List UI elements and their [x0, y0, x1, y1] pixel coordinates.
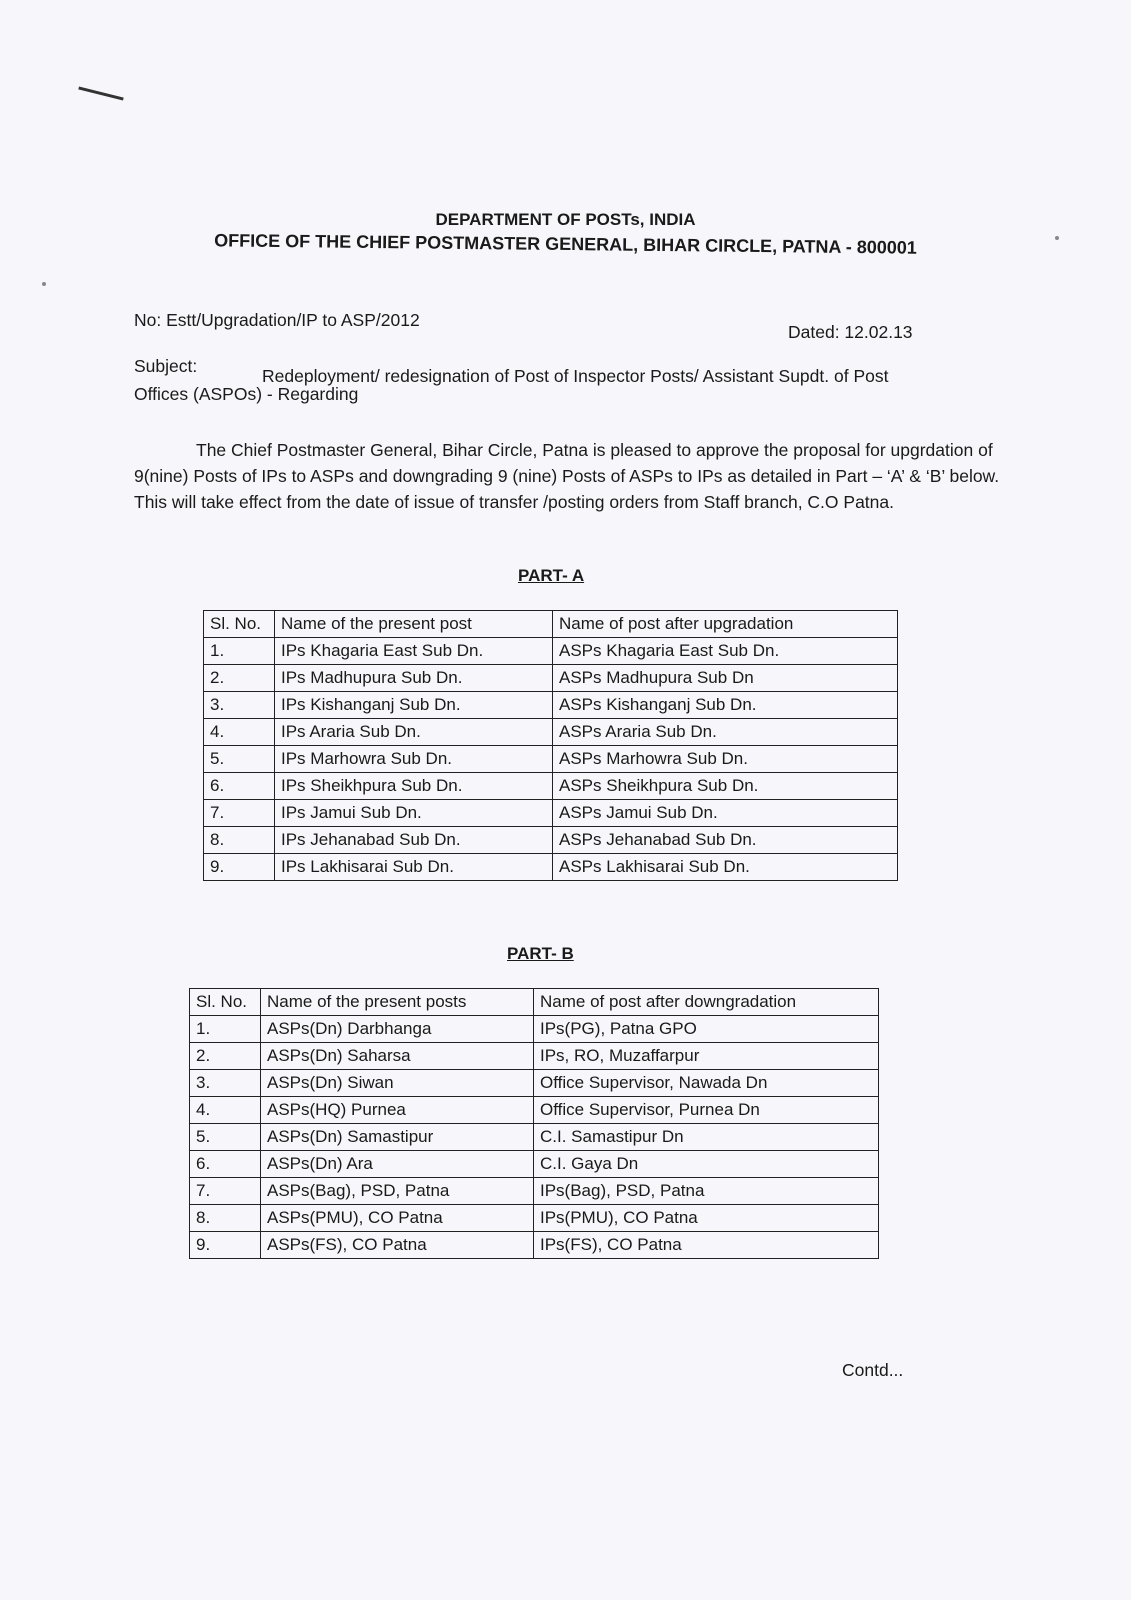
post-after: IPs, RO, Muzaffarpur [534, 1043, 879, 1070]
sl-no: 1. [190, 1016, 261, 1043]
post-after: ASPs Lakhisarai Sub Dn. [553, 854, 898, 881]
sl-no: 9. [204, 854, 275, 881]
post-after: IPs(FS), CO Patna [534, 1232, 879, 1259]
table-header-row [204, 611, 898, 638]
post-after: ASPs Jehanabad Sub Dn. [553, 827, 898, 854]
scan-mark [78, 86, 123, 100]
table-row [190, 1178, 879, 1205]
post-after: ASPs Jamui Sub Dn. [553, 800, 898, 827]
header-post-after-upgradation: Name of post after upgradation [553, 611, 898, 638]
sl-no: 7. [204, 800, 275, 827]
present-post: ASPs(Dn) Ara [261, 1151, 534, 1178]
present-post: IPs Khagaria East Sub Dn. [275, 638, 553, 665]
reference-number: No: Estt/Upgradation/IP to ASP/2012 [134, 310, 420, 330]
present-post: ASPs(Bag), PSD, Patna [261, 1178, 534, 1205]
header-sl-no: Sl. No. [190, 989, 261, 1016]
table-row [190, 1016, 879, 1043]
post-after: C.I. Gaya Dn [534, 1151, 879, 1178]
sl-no: 2. [190, 1043, 261, 1070]
sl-no: 1. [204, 638, 275, 665]
office-heading: OFFICE OF THE CHIEF POSTMASTER GENERAL, BIHAR CIRCLE, PATNA - 800001 [214, 230, 917, 258]
header-post-after-downgradation: Name of post after downgradation [534, 989, 879, 1016]
post-after: IPs(PG), Patna GPO [534, 1016, 879, 1043]
present-post: ASPs(Dn) Saharsa [261, 1043, 534, 1070]
sl-no: 8. [190, 1205, 261, 1232]
present-post: IPs Jehanabad Sub Dn. [275, 827, 553, 854]
sl-no: 9. [190, 1232, 261, 1259]
present-post: ASPs(FS), CO Patna [261, 1232, 534, 1259]
post-after: ASPs Madhupura Sub Dn [553, 665, 898, 692]
present-post: ASPs(PMU), CO Patna [261, 1205, 534, 1232]
present-post: ASPs(Dn) Siwan [261, 1070, 534, 1097]
table-row [204, 746, 898, 773]
header-present-posts: Name of the present posts [261, 989, 534, 1016]
sl-no: 5. [190, 1124, 261, 1151]
sl-no: 5. [204, 746, 275, 773]
post-after: ASPs Sheikhpura Sub Dn. [553, 773, 898, 800]
present-post: IPs Madhupura Sub Dn. [275, 665, 553, 692]
table-row [204, 854, 898, 881]
header-present-post: Name of the present post [275, 611, 553, 638]
post-after: Office Supervisor, Purnea Dn [534, 1097, 879, 1124]
table-header-row [190, 989, 879, 1016]
body-paragraph: The Chief Postmaster General, Bihar Circle, Patna is pleased to approve the proposal for upgrdation of 9(nine) Posts of IPs to ASPs and downgrading 9 (nine) Posts of ASPs to IPs as detailed in Part – ‘A’ & ‘B’ below. This will take effect from the date of issue of transfer /posting orders from Staff branch, C.O Patna. [134, 440, 1000, 512]
table-row [204, 827, 898, 854]
sl-no: 2. [204, 665, 275, 692]
table-row [190, 1205, 879, 1232]
present-post: ASPs(Dn) Samastipur [261, 1124, 534, 1151]
present-post: ASPs(Dn) Darbhanga [261, 1016, 534, 1043]
table-row [190, 1232, 879, 1259]
present-post: ASPs(HQ) Purnea [261, 1097, 534, 1124]
table-row [204, 638, 898, 665]
department-heading: DEPARTMENT OF POSTs, INDIA [435, 210, 696, 229]
table-row [204, 800, 898, 827]
table-row [190, 1151, 879, 1178]
subject-text-line2: Offices (ASPOs) - Regarding [134, 384, 359, 404]
subject-label: Subject: [134, 356, 198, 376]
post-after: Office Supervisor, Nawada Dn [534, 1070, 879, 1097]
table-row [204, 665, 898, 692]
part-b-table [189, 988, 879, 1259]
present-post: IPs Sheikhpura Sub Dn. [275, 773, 553, 800]
post-after: C.I. Samastipur Dn [534, 1124, 879, 1151]
table-row [190, 1097, 879, 1124]
present-post: IPs Jamui Sub Dn. [275, 800, 553, 827]
sl-no: 4. [204, 719, 275, 746]
post-after: ASPs Marhowra Sub Dn. [553, 746, 898, 773]
present-post: IPs Araria Sub Dn. [275, 719, 553, 746]
post-after: ASPs Araria Sub Dn. [553, 719, 898, 746]
sl-no: 4. [190, 1097, 261, 1124]
table-row [204, 719, 898, 746]
post-after: ASPs Khagaria East Sub Dn. [553, 638, 898, 665]
table-row [190, 1043, 879, 1070]
subject-text-line1: Redeployment/ redesignation of Post of Inspector Posts/ Assistant Supdt. of Post [262, 366, 889, 386]
table-row [190, 1124, 879, 1151]
part-a-title: PART- A [518, 566, 585, 585]
continued-note: Contd... [842, 1360, 904, 1380]
header-sl-no: Sl. No. [204, 611, 275, 638]
table-row [204, 692, 898, 719]
sl-no: 6. [204, 773, 275, 800]
sl-no: 8. [204, 827, 275, 854]
sl-no: 3. [190, 1070, 261, 1097]
sl-no: 7. [190, 1178, 261, 1205]
present-post: IPs Kishanganj Sub Dn. [275, 692, 553, 719]
part-b-title: PART- B [507, 944, 574, 963]
sl-no: 3. [204, 692, 275, 719]
table-row [190, 1070, 879, 1097]
present-post: IPs Marhowra Sub Dn. [275, 746, 553, 773]
post-after: ASPs Kishanganj Sub Dn. [553, 692, 898, 719]
post-after: IPs(Bag), PSD, Patna [534, 1178, 879, 1205]
post-after: IPs(PMU), CO Patna [534, 1205, 879, 1232]
date: Dated: 12.02.13 [788, 322, 913, 342]
part-a-table [203, 610, 898, 881]
scan-speck [42, 282, 46, 286]
sl-no: 6. [190, 1151, 261, 1178]
present-post: IPs Lakhisarai Sub Dn. [275, 854, 553, 881]
table-row [204, 773, 898, 800]
